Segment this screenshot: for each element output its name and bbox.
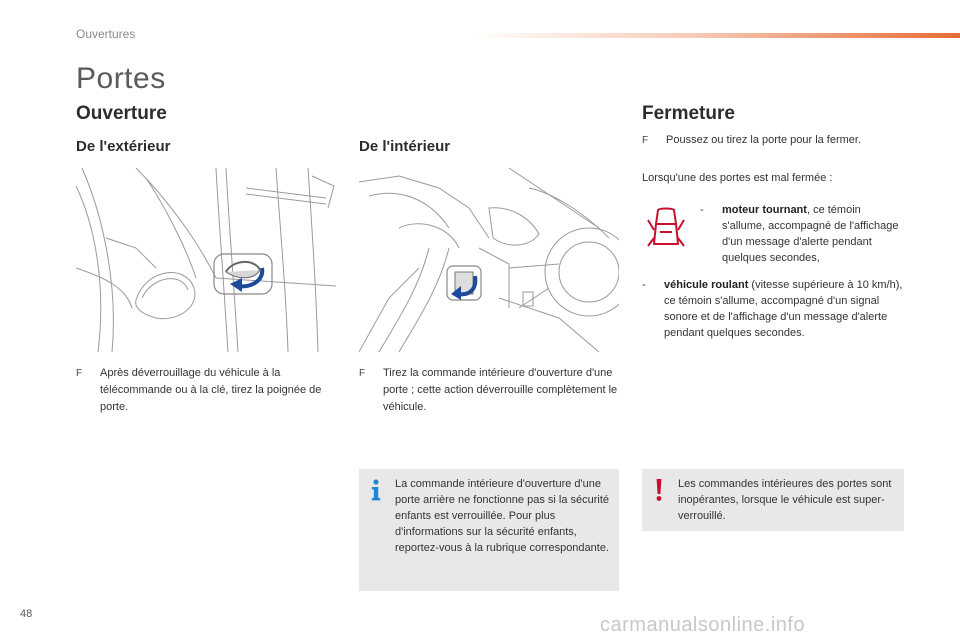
interieur-heading: De l'intérieur (359, 138, 451, 155)
header-accent-rule (470, 33, 960, 38)
interior-handle-illustration (359, 168, 619, 352)
moteur-tournant-label: moteur tournant (722, 204, 807, 216)
interieur-instruction (359, 365, 619, 416)
fermeture-heading: Fermeture (642, 103, 735, 124)
fermeture-intro: Lorsqu'une des portes est mal fermée : (642, 172, 833, 184)
fermeture-instruction (642, 132, 902, 149)
info-box-text: La commande intérieure d'ouverture d'une porte arrière ne fonctionne pas si la sécurité enfants est verrouillée. Pour plus d'informations sur la sécurité enfants, reportez-vous à la rubrique correspondante. (395, 478, 610, 554)
fermeture-item-roulant (642, 277, 904, 341)
exterieur-instruction-text: Après déverrouillage du véhicule à la télécommande ou à la clé, tirez la poignée de porte. (100, 367, 322, 413)
fermeture-item-moteur (700, 202, 906, 266)
vehicule-roulant-text: (vitesse supérieure à 10 km/h), ce témoin s'allume, accompagné d'un signal sonore et de l'affichage d'un message d'alerte pendant quelques secondes. (664, 279, 903, 339)
page-title: Portes (76, 62, 166, 95)
exterior-door-illustration (76, 168, 336, 352)
dash-mark: - (642, 279, 646, 291)
dash-mark: - (700, 204, 704, 216)
moteur-tournant-text: , ce témoin s'allume, accompagné de l'affichage d'un message d'alerte pendant quelques secondes, (722, 204, 899, 264)
vehicule-roulant-label: véhicule roulant (664, 279, 749, 291)
exterieur-instruction (76, 365, 336, 416)
bullet-mark: F (642, 135, 649, 146)
header-section-title: Ouvertures (76, 27, 136, 41)
interieur-instruction-text: Tirez la commande intérieure d'ouverture d'une porte ; cette action déverrouille complètement le véhicule. (383, 367, 618, 413)
fermeture-instruction-text: Poussez ou tirez la porte pour la fermer. (666, 134, 862, 146)
door-open-warning-icon (646, 206, 686, 250)
ouverture-heading: Ouverture (76, 103, 167, 124)
page-number: 48 (20, 608, 33, 620)
warning-box-text: Les commandes intérieures des portes sont inopérantes, lorsque le véhicule est super-verrouillé. (678, 478, 892, 522)
info-box (359, 469, 619, 591)
bullet-mark: F (359, 368, 366, 379)
warning-box (642, 469, 904, 531)
exterieur-heading: De l'extérieur (76, 138, 171, 155)
watermark: carmanualsonline.info (600, 614, 806, 636)
exclamation-icon (652, 477, 666, 503)
bullet-mark: F (76, 368, 83, 379)
info-icon (369, 477, 383, 503)
